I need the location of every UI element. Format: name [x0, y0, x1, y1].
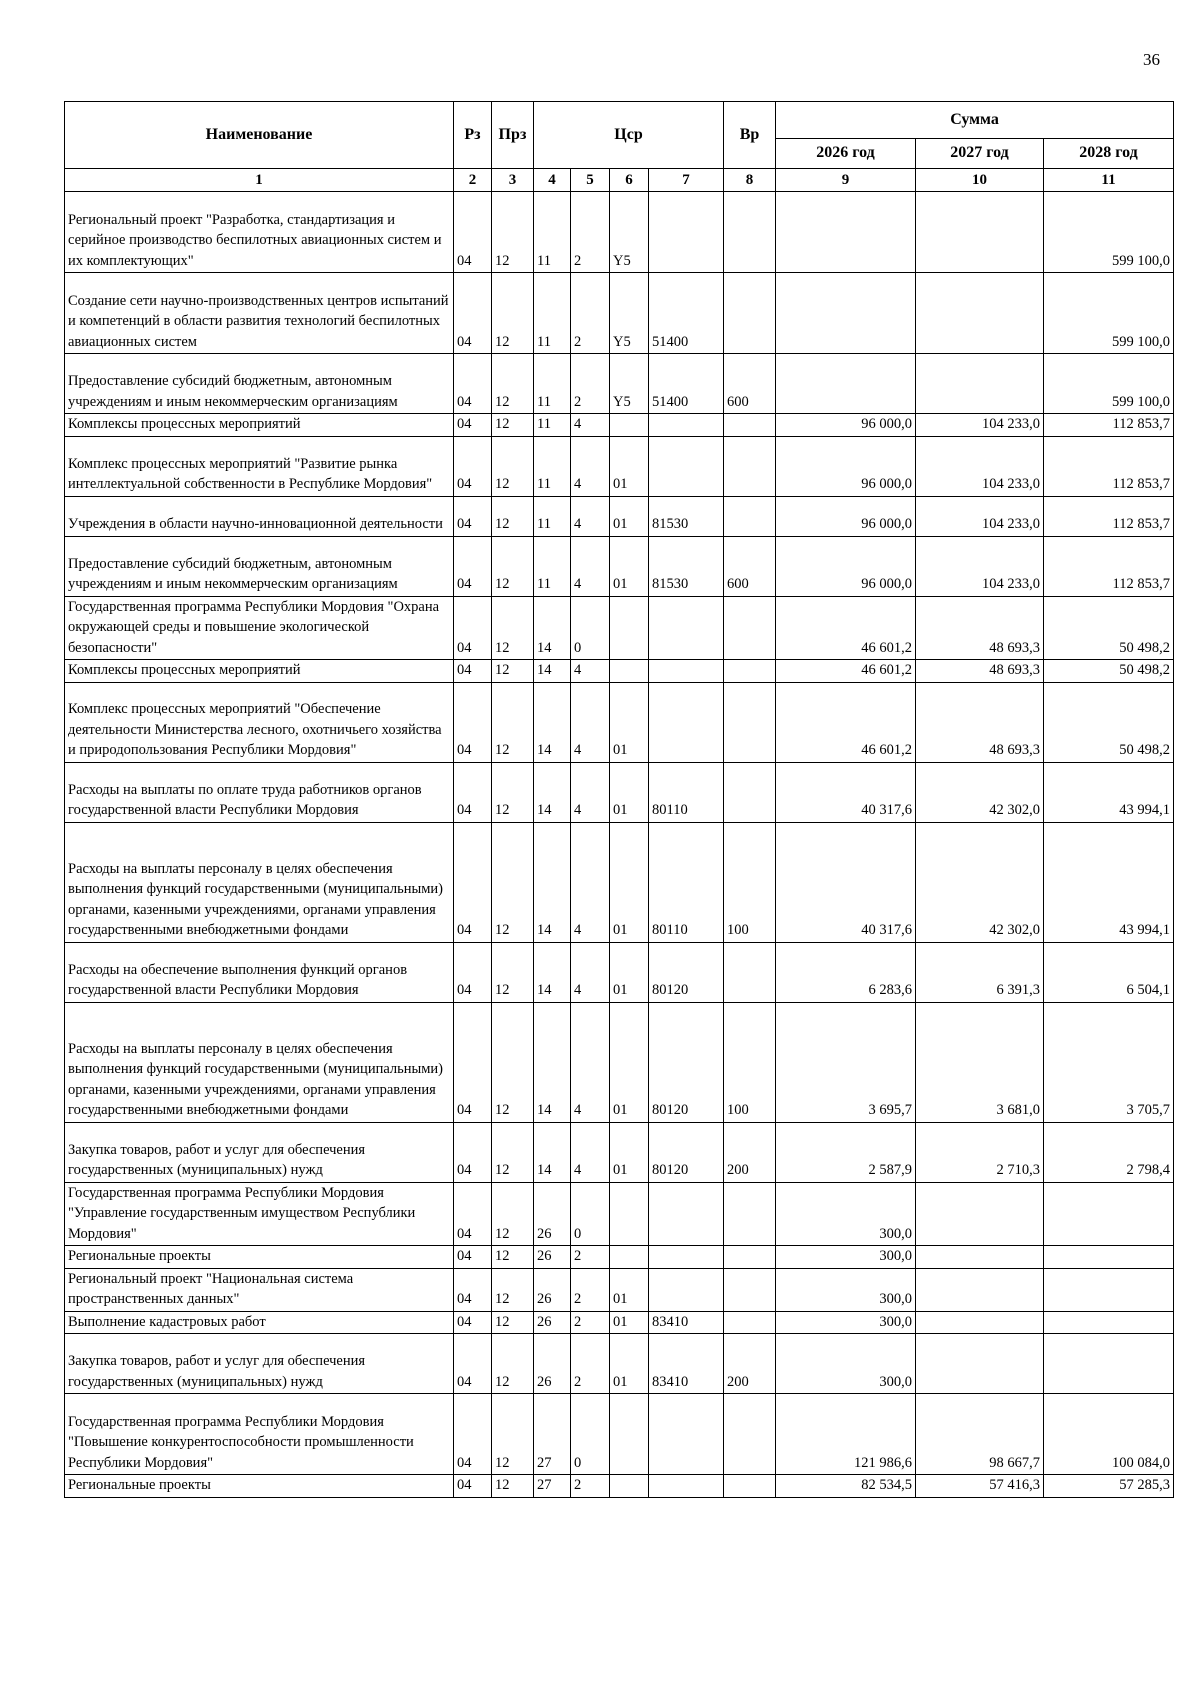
row-csr-project	[610, 660, 649, 683]
row-csr-project: Y5	[610, 192, 649, 273]
row-vr	[724, 192, 776, 273]
row-csr-direction	[649, 192, 724, 273]
table-row	[65, 192, 1174, 273]
row-rz: 04	[454, 596, 492, 660]
row-name: Закупка товаров, работ и услуг для обеспечения государственных (муниципальных) нужд	[65, 1334, 454, 1394]
row-csr-project: 01	[610, 1268, 649, 1311]
row-name: Региональные проекты	[65, 1246, 454, 1269]
row-csr-type: 2	[571, 1475, 610, 1498]
row-rz: 04	[454, 536, 492, 596]
row-csr-type: 0	[571, 596, 610, 660]
row-csr-type: 4	[571, 414, 610, 437]
row-amount-2028: 43 994,1	[1044, 822, 1174, 942]
table-row	[65, 414, 1174, 437]
row-csr-program: 26	[534, 1246, 571, 1269]
row-rz: 04	[454, 682, 492, 762]
row-prz: 12	[492, 1334, 534, 1394]
header-year-2026: 2026 год	[776, 139, 916, 169]
row-amount-2026: 46 601,2	[776, 660, 916, 683]
row-vr	[724, 1182, 776, 1246]
row-amount-2026: 96 000,0	[776, 436, 916, 496]
row-csr-project	[610, 1475, 649, 1498]
row-csr-program: 11	[534, 414, 571, 437]
row-rz: 04	[454, 414, 492, 437]
row-csr-type: 4	[571, 762, 610, 822]
table-row	[65, 1002, 1174, 1122]
row-csr-direction: 81530	[649, 496, 724, 536]
row-rz: 04	[454, 436, 492, 496]
row-rz: 04	[454, 273, 492, 354]
row-csr-project: 01	[610, 496, 649, 536]
row-csr-project: 01	[610, 942, 649, 1002]
row-csr-type: 2	[571, 1246, 610, 1269]
row-amount-2028: 50 498,2	[1044, 660, 1174, 683]
row-prz: 12	[492, 354, 534, 414]
row-rz: 04	[454, 1475, 492, 1498]
row-csr-direction: 83410	[649, 1334, 724, 1394]
row-prz: 12	[492, 822, 534, 942]
row-amount-2027: 98 667,7	[916, 1394, 1044, 1475]
row-name: Государственная программа Республики Мордовия "Управление государственным имуществом Республики Мордовия"	[65, 1182, 454, 1246]
row-csr-type: 4	[571, 496, 610, 536]
row-amount-2027: 42 302,0	[916, 822, 1044, 942]
row-name: Государственная программа Республики Мордовия "Охрана окружающей среды и повышение экологической безопасности"	[65, 596, 454, 660]
row-csr-direction: 80120	[649, 942, 724, 1002]
row-csr-project	[610, 596, 649, 660]
column-number: 9	[776, 169, 916, 192]
row-csr-project: 01	[610, 1334, 649, 1394]
row-rz: 04	[454, 1122, 492, 1182]
header-name: Наименование	[65, 102, 454, 169]
row-prz: 12	[492, 1182, 534, 1246]
row-csr-program: 14	[534, 942, 571, 1002]
row-prz: 12	[492, 682, 534, 762]
row-csr-type: 0	[571, 1394, 610, 1475]
row-vr	[724, 1394, 776, 1475]
table-row	[65, 1268, 1174, 1311]
row-csr-direction: 80120	[649, 1002, 724, 1122]
row-amount-2026: 96 000,0	[776, 414, 916, 437]
row-csr-program: 26	[534, 1334, 571, 1394]
row-csr-type: 0	[571, 1182, 610, 1246]
row-prz: 12	[492, 1311, 534, 1334]
row-amount-2028: 57 285,3	[1044, 1475, 1174, 1498]
row-name: Комплексы процессных мероприятий	[65, 414, 454, 437]
table-row	[65, 1182, 1174, 1246]
row-amount-2028	[1044, 1182, 1174, 1246]
row-amount-2028: 2 798,4	[1044, 1122, 1174, 1182]
column-number: 6	[610, 169, 649, 192]
table-row	[65, 1122, 1174, 1182]
row-amount-2026: 121 986,6	[776, 1394, 916, 1475]
row-vr	[724, 1268, 776, 1311]
row-rz: 04	[454, 1311, 492, 1334]
row-rz: 04	[454, 660, 492, 683]
row-prz: 12	[492, 660, 534, 683]
row-amount-2028	[1044, 1246, 1174, 1269]
row-amount-2028: 50 498,2	[1044, 682, 1174, 762]
row-csr-type: 2	[571, 1268, 610, 1311]
row-amount-2026	[776, 192, 916, 273]
row-amount-2026: 40 317,6	[776, 762, 916, 822]
row-csr-type: 2	[571, 273, 610, 354]
row-csr-project: Y5	[610, 354, 649, 414]
row-amount-2026: 6 283,6	[776, 942, 916, 1002]
row-amount-2027: 2 710,3	[916, 1122, 1044, 1182]
row-csr-program: 14	[534, 822, 571, 942]
row-amount-2027: 104 233,0	[916, 496, 1044, 536]
row-amount-2027: 57 416,3	[916, 1475, 1044, 1498]
table-row	[65, 660, 1174, 683]
table-row	[65, 1311, 1174, 1334]
table-row	[65, 354, 1174, 414]
row-amount-2028: 112 853,7	[1044, 536, 1174, 596]
row-amount-2028: 50 498,2	[1044, 596, 1174, 660]
row-csr-project	[610, 1394, 649, 1475]
row-csr-project: 01	[610, 682, 649, 762]
row-vr	[724, 273, 776, 354]
header-csr: Цср	[534, 102, 724, 169]
row-csr-program: 11	[534, 436, 571, 496]
row-rz: 04	[454, 762, 492, 822]
row-vr: 200	[724, 1334, 776, 1394]
row-rz: 04	[454, 1002, 492, 1122]
row-name: Комплекс процессных мероприятий "Обеспечение деятельности Министерства лесного, охотничьего хозяйства и природопользования Республики Мордовия"	[65, 682, 454, 762]
row-csr-project	[610, 1182, 649, 1246]
row-csr-direction	[649, 596, 724, 660]
row-vr	[724, 436, 776, 496]
row-amount-2027	[916, 1246, 1044, 1269]
table-row	[65, 942, 1174, 1002]
table-row	[65, 536, 1174, 596]
row-vr: 600	[724, 354, 776, 414]
row-csr-program: 27	[534, 1475, 571, 1498]
row-prz: 12	[492, 596, 534, 660]
row-vr: 100	[724, 1002, 776, 1122]
table-row	[65, 436, 1174, 496]
row-csr-direction: 80110	[649, 762, 724, 822]
row-csr-direction: 83410	[649, 1311, 724, 1334]
header-row	[65, 102, 1174, 139]
row-amount-2027: 42 302,0	[916, 762, 1044, 822]
row-csr-type: 4	[571, 682, 610, 762]
column-number: 2	[454, 169, 492, 192]
row-amount-2028: 43 994,1	[1044, 762, 1174, 822]
column-number: 4	[534, 169, 571, 192]
row-rz: 04	[454, 354, 492, 414]
row-csr-type: 2	[571, 1311, 610, 1334]
row-name: Региональный проект "Национальная система пространственных данных"	[65, 1268, 454, 1311]
row-vr	[724, 1246, 776, 1269]
row-csr-program: 11	[534, 536, 571, 596]
header-year-2028: 2028 год	[1044, 139, 1174, 169]
row-csr-type: 2	[571, 354, 610, 414]
row-vr: 100	[724, 822, 776, 942]
row-amount-2028: 100 084,0	[1044, 1394, 1174, 1475]
row-amount-2026: 96 000,0	[776, 496, 916, 536]
row-rz: 04	[454, 1394, 492, 1475]
row-prz: 12	[492, 436, 534, 496]
row-amount-2027	[916, 1334, 1044, 1394]
row-amount-2027: 104 233,0	[916, 414, 1044, 437]
row-csr-project: Y5	[610, 273, 649, 354]
row-rz: 04	[454, 1268, 492, 1311]
row-prz: 12	[492, 1394, 534, 1475]
row-amount-2027: 3 681,0	[916, 1002, 1044, 1122]
row-amount-2027	[916, 192, 1044, 273]
header-prz: Прз	[492, 102, 534, 169]
row-csr-program: 14	[534, 660, 571, 683]
row-amount-2028: 599 100,0	[1044, 192, 1174, 273]
row-csr-direction	[649, 1182, 724, 1246]
row-amount-2026: 96 000,0	[776, 536, 916, 596]
row-csr-program: 26	[534, 1182, 571, 1246]
row-csr-program: 27	[534, 1394, 571, 1475]
row-name: Выполнение кадастровых работ	[65, 1311, 454, 1334]
row-csr-program: 26	[534, 1268, 571, 1311]
row-vr: 600	[724, 536, 776, 596]
table-row	[65, 1334, 1174, 1394]
row-rz: 04	[454, 1334, 492, 1394]
row-prz: 12	[492, 1002, 534, 1122]
table-row	[65, 1394, 1174, 1475]
column-number: 5	[571, 169, 610, 192]
row-name: Расходы на выплаты по оплате труда работников органов государственной власти Республики Мордовия	[65, 762, 454, 822]
row-amount-2028: 599 100,0	[1044, 273, 1174, 354]
row-csr-program: 11	[534, 192, 571, 273]
row-amount-2026	[776, 354, 916, 414]
row-csr-direction	[649, 1394, 724, 1475]
row-name: Закупка товаров, работ и услуг для обеспечения государственных (муниципальных) нужд	[65, 1122, 454, 1182]
row-name: Комплекс процессных мероприятий "Развитие рынка интеллектуальной собственности в Республике Мордовия"	[65, 436, 454, 496]
row-csr-type: 4	[571, 1002, 610, 1122]
row-csr-program: 14	[534, 762, 571, 822]
row-prz: 12	[492, 273, 534, 354]
row-csr-type: 2	[571, 1334, 610, 1394]
row-amount-2026: 300,0	[776, 1246, 916, 1269]
row-csr-program: 11	[534, 354, 571, 414]
row-vr	[724, 1475, 776, 1498]
row-rz: 04	[454, 192, 492, 273]
row-csr-program: 14	[534, 1122, 571, 1182]
row-prz: 12	[492, 414, 534, 437]
row-csr-type: 4	[571, 942, 610, 1002]
row-amount-2027	[916, 1182, 1044, 1246]
row-vr	[724, 1311, 776, 1334]
row-amount-2027: 6 391,3	[916, 942, 1044, 1002]
row-amount-2027: 104 233,0	[916, 536, 1044, 596]
row-vr	[724, 942, 776, 1002]
row-vr	[724, 762, 776, 822]
row-amount-2027: 48 693,3	[916, 660, 1044, 683]
row-amount-2027	[916, 1311, 1044, 1334]
row-vr	[724, 596, 776, 660]
row-amount-2026: 300,0	[776, 1334, 916, 1394]
row-prz: 12	[492, 1268, 534, 1311]
header-rz: Рз	[454, 102, 492, 169]
row-amount-2026: 40 317,6	[776, 822, 916, 942]
row-csr-type: 4	[571, 822, 610, 942]
table-row	[65, 1246, 1174, 1269]
row-prz: 12	[492, 192, 534, 273]
row-name: Комплексы процессных мероприятий	[65, 660, 454, 683]
row-amount-2027: 48 693,3	[916, 682, 1044, 762]
row-rz: 04	[454, 496, 492, 536]
row-name: Предоставление субсидий бюджетным, автономным учреждениям и иным некоммерческим организациям	[65, 354, 454, 414]
row-csr-type: 4	[571, 1122, 610, 1182]
header-vr: Вр	[724, 102, 776, 169]
row-csr-project: 01	[610, 762, 649, 822]
row-csr-project: 01	[610, 1002, 649, 1122]
column-number-row	[65, 169, 1174, 192]
table-row	[65, 822, 1174, 942]
row-csr-program: 14	[534, 596, 571, 660]
table-row	[65, 273, 1174, 354]
table-row	[65, 596, 1174, 660]
table-body	[65, 192, 1174, 1498]
row-csr-program: 26	[534, 1311, 571, 1334]
row-amount-2026: 300,0	[776, 1268, 916, 1311]
row-csr-project: 01	[610, 436, 649, 496]
row-prz: 12	[492, 1246, 534, 1269]
row-name: Предоставление субсидий бюджетным, автономным учреждениям и иным некоммерческим организациям	[65, 536, 454, 596]
row-csr-type: 2	[571, 192, 610, 273]
row-amount-2028	[1044, 1311, 1174, 1334]
row-amount-2028: 6 504,1	[1044, 942, 1174, 1002]
row-amount-2026: 82 534,5	[776, 1475, 916, 1498]
row-prz: 12	[492, 762, 534, 822]
row-amount-2028: 112 853,7	[1044, 414, 1174, 437]
row-csr-program: 11	[534, 496, 571, 536]
row-name: Расходы на выплаты персоналу в целях обеспечения выполнения функций государственными (муниципальными) органами, казенными учреждениями, органами управления государственными внебюджетными фондами	[65, 822, 454, 942]
row-name: Учреждения в области научно-инновационной деятельности	[65, 496, 454, 536]
row-amount-2026: 46 601,2	[776, 596, 916, 660]
row-csr-program: 14	[534, 1002, 571, 1122]
row-csr-type: 4	[571, 436, 610, 496]
header-sum: Сумма	[776, 102, 1174, 139]
row-csr-project: 01	[610, 822, 649, 942]
row-csr-direction: 81530	[649, 536, 724, 596]
row-csr-project: 01	[610, 1311, 649, 1334]
row-amount-2026: 3 695,7	[776, 1002, 916, 1122]
row-csr-direction: 80120	[649, 1122, 724, 1182]
header-year-2027: 2027 год	[916, 139, 1044, 169]
row-prz: 12	[492, 1122, 534, 1182]
row-prz: 12	[492, 942, 534, 1002]
table-row	[65, 682, 1174, 762]
row-amount-2028	[1044, 1268, 1174, 1311]
row-csr-type: 4	[571, 536, 610, 596]
page-number: 36	[1143, 50, 1160, 69]
row-rz: 04	[454, 1246, 492, 1269]
column-number: 11	[1044, 169, 1174, 192]
row-vr	[724, 660, 776, 683]
column-number: 10	[916, 169, 1044, 192]
row-csr-type: 4	[571, 660, 610, 683]
table-row	[65, 1475, 1174, 1498]
column-number: 7	[649, 169, 724, 192]
row-csr-direction	[649, 660, 724, 683]
row-prz: 12	[492, 536, 534, 596]
row-csr-direction	[649, 1268, 724, 1311]
row-csr-project: 01	[610, 536, 649, 596]
table-row	[65, 496, 1174, 536]
row-vr: 200	[724, 1122, 776, 1182]
row-csr-direction	[649, 1475, 724, 1498]
row-csr-program: 11	[534, 273, 571, 354]
row-amount-2028: 112 853,7	[1044, 496, 1174, 536]
row-csr-direction: 80110	[649, 822, 724, 942]
row-amount-2028	[1044, 1334, 1174, 1394]
row-amount-2027	[916, 1268, 1044, 1311]
row-csr-project	[610, 414, 649, 437]
row-csr-direction	[649, 682, 724, 762]
row-amount-2026: 2 587,9	[776, 1122, 916, 1182]
row-csr-direction	[649, 436, 724, 496]
budget-table	[64, 101, 1174, 1498]
row-csr-direction: 51400	[649, 354, 724, 414]
row-amount-2027	[916, 354, 1044, 414]
row-csr-direction: 51400	[649, 273, 724, 354]
row-amount-2026	[776, 273, 916, 354]
row-csr-direction	[649, 1246, 724, 1269]
row-vr	[724, 682, 776, 762]
row-rz: 04	[454, 822, 492, 942]
row-rz: 04	[454, 1182, 492, 1246]
row-name: Расходы на выплаты персоналу в целях обеспечения выполнения функций государственными (муниципальными) органами, казенными учреждениями, органами управления государственными внебюджетными фондами	[65, 1002, 454, 1122]
table-row	[65, 762, 1174, 822]
row-name: Региональные проекты	[65, 1475, 454, 1498]
row-amount-2026: 46 601,2	[776, 682, 916, 762]
row-name: Расходы на обеспечение выполнения функций органов государственной власти Республики Мордовия	[65, 942, 454, 1002]
row-prz: 12	[492, 496, 534, 536]
row-amount-2028: 599 100,0	[1044, 354, 1174, 414]
row-name: Региональный проект "Разработка, стандартизация и серийное производство беспилотных авиационных систем и их комплектующих"	[65, 192, 454, 273]
row-prz: 12	[492, 1475, 534, 1498]
column-number: 3	[492, 169, 534, 192]
row-csr-project	[610, 1246, 649, 1269]
row-name: Создание сети научно-производственных центров испытаний и компетенций в области развития технологий беспилотных авиационных систем	[65, 273, 454, 354]
row-amount-2026: 300,0	[776, 1311, 916, 1334]
row-amount-2027: 48 693,3	[916, 596, 1044, 660]
row-csr-project: 01	[610, 1122, 649, 1182]
column-number: 1	[65, 169, 454, 192]
row-vr	[724, 414, 776, 437]
row-amount-2027	[916, 273, 1044, 354]
column-number: 8	[724, 169, 776, 192]
row-amount-2027: 104 233,0	[916, 436, 1044, 496]
row-name: Государственная программа Республики Мордовия "Повышение конкурентоспособности промышленности Республики Мордовия"	[65, 1394, 454, 1475]
row-vr	[724, 496, 776, 536]
row-rz: 04	[454, 942, 492, 1002]
row-amount-2026: 300,0	[776, 1182, 916, 1246]
row-csr-program: 14	[534, 682, 571, 762]
row-csr-direction	[649, 414, 724, 437]
row-amount-2028: 112 853,7	[1044, 436, 1174, 496]
row-amount-2028: 3 705,7	[1044, 1002, 1174, 1122]
